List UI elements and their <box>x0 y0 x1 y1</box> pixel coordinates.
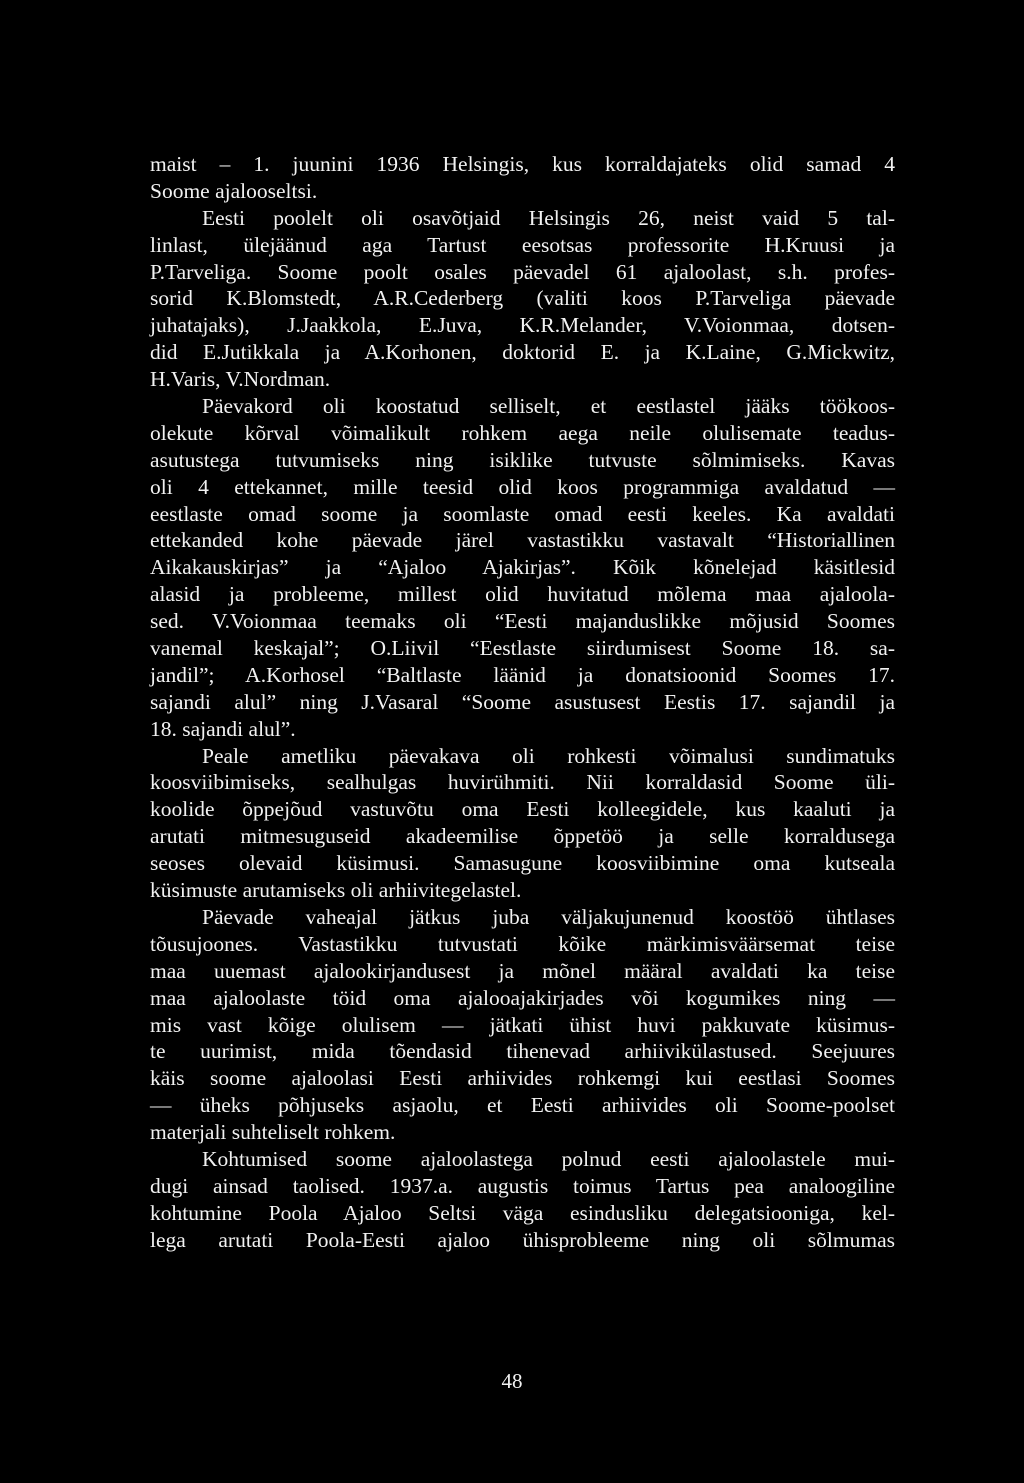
text-line: käis soome ajaloolasi Eesti arhiivides rohkemgi kui eestlasi Soomes <box>150 1066 895 1091</box>
text-line: eestlaste omad soome ja soomlaste omad eesti keeles. Ka avaldati <box>150 501 895 526</box>
text-line: sed. V.Voionmaa teemaks oli “Eesti majanduslikke mõjusid Soomes <box>150 609 895 634</box>
text-line: asutustega tutvumiseks ning isiklike tutvuste sõlmimiseks. Kavas <box>150 447 895 472</box>
text-line: materjali suhteliselt rohkem. <box>150 1120 396 1145</box>
text-line: Peale ametliku päevakava oli rohkesti võimalusi sundimatuks <box>202 743 895 768</box>
text-line: kohtumine Poola Ajaloo Seltsi väga esindusliku delegatsiooniga, kel- <box>150 1200 895 1225</box>
text-line: maa uuemast ajalookirjandusest ja mõnel määral avaldati ka teise <box>150 958 895 983</box>
text-line: did E.Jutikkala ja A.Korhonen, doktorid E. ja K.Laine, G.Mickwitz, <box>150 340 895 365</box>
text-line: sajandi alul” ning J.Vasaral “Soome asustusest Eestis 17. sajandil ja <box>150 689 895 714</box>
text-line: vanemal keskajal”; O.Liivil “Eestlaste siirdumisest Soome 18. sa- <box>150 636 895 661</box>
text-line: tõusujoones. Vastastikku tutvustati kõike märkimisväärsemat teise <box>150 931 895 956</box>
text-line: jandil”; A.Korhosel “Baltlaste läänid ja donatsioonid Soomes 17. <box>150 662 895 687</box>
text-line: Eesti poolelt oli osavõtjaid Helsingis 26, neist vaid 5 tal- <box>202 205 895 230</box>
text-line: küsimuste arutamiseks oli arhiivitegelastel. <box>150 878 522 903</box>
text-line: ettekanded kohe päevade järel vastastikku vastavalt “Historiallinen <box>150 528 895 553</box>
text-line: Päevade vaheajal jätkus juba väljakujunenud koostöö ühtlases <box>202 904 895 929</box>
text-line: Päevakord oli koostatud selliselt, et eestlastel jääks töökoos- <box>202 394 895 419</box>
text-line: alasid ja probleeme, millest olid huvitatud mõlema maa ajaloola- <box>150 582 895 607</box>
text-line: te uurimist, mida tõendasid tihenevad arhiivikülastused. Seejuures <box>150 1039 895 1064</box>
text-line: linlast, ülejäänud aga Tartust eesotsas professorite H.Kruusi ja <box>150 232 895 257</box>
text-line: koolide õppejõud vastuvõtu oma Eesti kolleegidele, kus kaaluti ja <box>150 797 895 822</box>
text-line: juhatajaks), J.Jaakkola, E.Juva, K.R.Melander, V.Voionmaa, dotsen- <box>150 313 895 338</box>
text-line: arutati mitmesuguseid akadeemilise õppetöö ja selle korraldusega <box>150 824 895 849</box>
text-line: Aikakauskirjas” ja “Ajaloo Ajakirjas”. Kõik kõnelejad käsitlesid <box>150 555 895 580</box>
text-line: — üheks põhjuseks asjaolu, et Eesti arhiivides oli Soome-poolset <box>150 1093 895 1118</box>
text-line: H.Varis, V.Nordman. <box>150 367 331 392</box>
text-line: seoses olevaid küsimusi. Samasugune koosviibimine oma kutseala <box>150 851 895 876</box>
text-line: maist – 1. juunini 1936 Helsingis, kus korraldajateks olid samad 4 <box>150 152 895 176</box>
text-line: maa ajaloolaste töid oma ajalooajakirjades või kogumikes ning — <box>150 985 895 1010</box>
text-line: lega arutati Poola-Eesti ajaloo ühisprobleeme ning oli sõlmumas <box>150 1227 895 1252</box>
text-line: olekute kõrval võimalikult rohkem aega neile olulisemate teadus- <box>150 420 895 445</box>
text-line: Soome ajalooseltsi. <box>150 178 318 203</box>
text-line: oli 4 ettekannet, mille teesid olid koos programmiga avaldatud — <box>150 474 895 499</box>
text-line: sorid K.Blomstedt, A.R.Cederberg (valiti koos P.Tarveliga päevade <box>150 286 895 311</box>
text-line: koosviibimiseks, sealhulgas huvirühmiti. Nii korraldasid Soome üli- <box>150 770 895 795</box>
text-line: 18. sajandi alul”. <box>150 716 296 741</box>
text-line: dugi ainsad taolised. 1937.a. augustis toimus Tartus pea analoogiline <box>150 1173 895 1198</box>
page-text-block <box>150 151 895 1254</box>
page-number: 48 <box>501 1369 523 1393</box>
text-line: mis vast kõige olulisem — jätkati ühist huvi pakkuvate küsimus- <box>150 1012 895 1037</box>
text-line: Kohtumised soome ajaloolastega polnud eesti ajaloolastele mui- <box>202 1146 895 1171</box>
text-line: P.Tarveliga. Soome poolt osales päevadel 61 ajaloolast, s.h. profes- <box>150 259 895 284</box>
